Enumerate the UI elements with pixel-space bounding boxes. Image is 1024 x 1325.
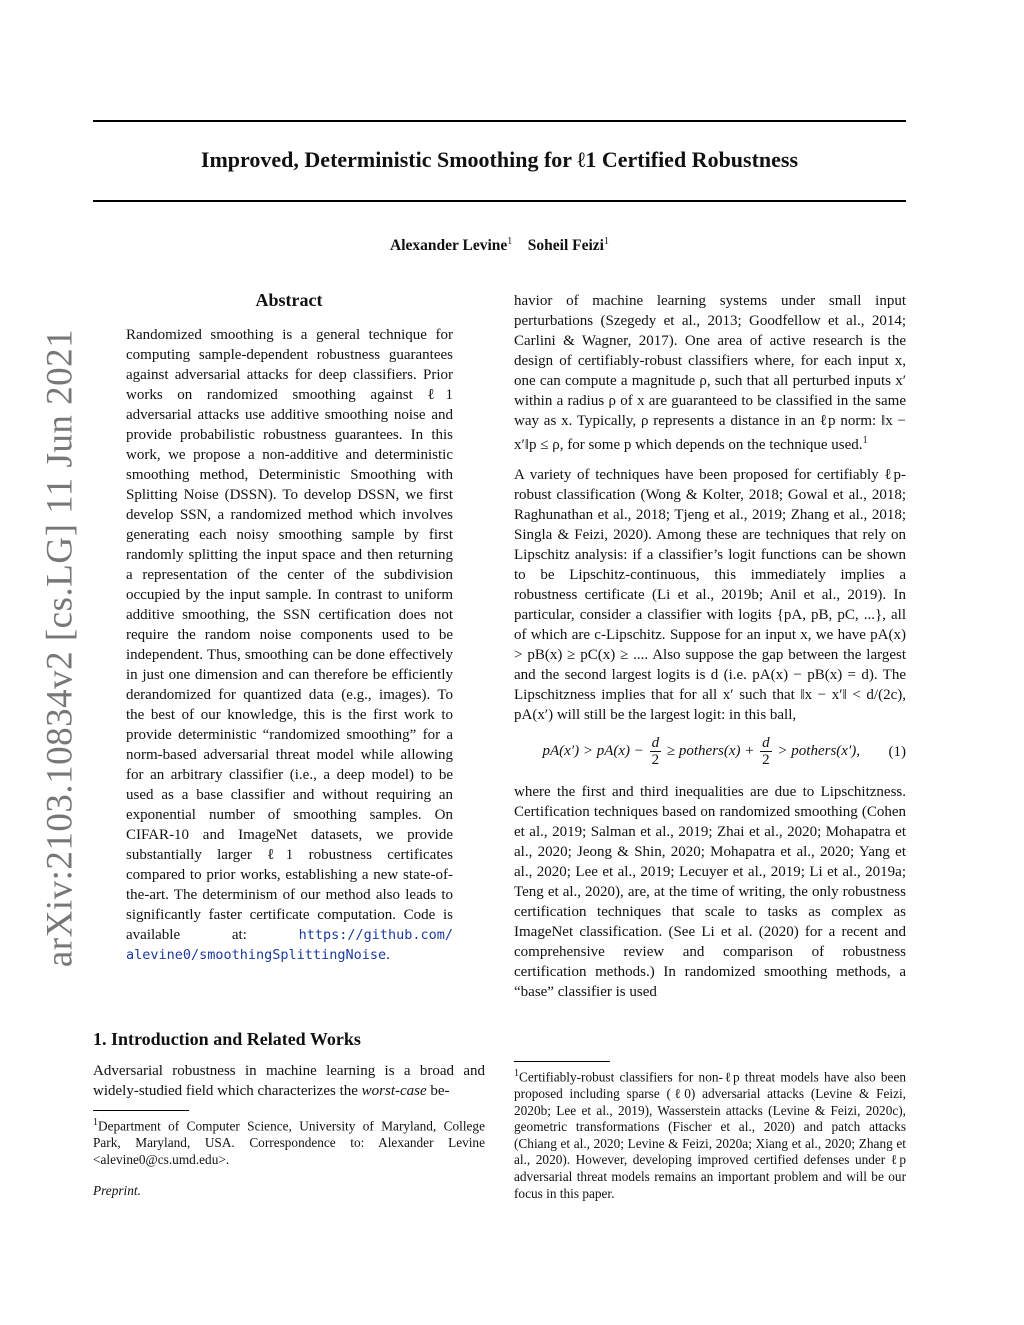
paragraph-text: havior of machine learning systems under small input perturbations (Szegedy et al., 2013; Goodfellow et al., 2014; Carlini & Wagner, 2017). One area of active research is the design of certifiably-robust classifiers where, for each input x, one can compute a magnitude ρ, such that all perturbed inputs x′ within a radius ρ of x are guaranteed to be classified in the same way as x. Typically, ρ represents a distance in an ℓp norm: ‖x − x′‖p ≤ ρ, for some p which depends on the technique used. <box>514 293 906 453</box>
fraction-denominator: 2 <box>651 752 660 768</box>
footnote-ref[interactable]: 1 <box>862 435 868 446</box>
equation-part: > pothers(x′), <box>777 742 860 759</box>
title-rule-top <box>93 120 906 122</box>
affiliation-mark: 1 <box>507 236 513 247</box>
footnote-mark: 1 <box>514 1068 519 1079</box>
intro-text-end: be- <box>430 1083 450 1099</box>
author-name: Soheil Feizi <box>527 237 604 255</box>
preprint-label: Preprint. <box>93 1183 141 1198</box>
intro-emphasis: worst-case <box>361 1083 427 1099</box>
fraction <box>650 735 662 768</box>
footnote <box>514 1066 906 1202</box>
equation-body <box>514 735 889 768</box>
footnote-text: Department of Computer Science, University of Maryland, College Park, Maryland, USA. Correspondence to: Alexander Levine <alevine0@cs.umd.edu>. <box>93 1118 485 1168</box>
paragraph <box>514 465 906 725</box>
equation-part: pA(x′) > pA(x) − <box>542 742 644 759</box>
paragraph <box>514 291 906 455</box>
intro-paragraph-left <box>93 1061 485 1101</box>
paragraph-text: where the first and third inequalities are due to Lipschitzness. Certification techniques based on randomized smoothing (Cohen et al., 2019; Salman et al., 2019; Zhai et al., 2020; Mohapatra et al., 2020; Jeong & Shin, 2020; Mohapatra et al., 2020; Yang et al., 2020; Lee et al., 2019; Lecuyer et al., 2019; Li et al., 2019a; Teng et al., 2020), are, at the time of writing, the only robustness certification techniques that scale to tasks as complex as ImageNet classification. (See Li et al. (2020) for a recent and comprehensive review and comparison of robustness certification methods.) In randomized smoothing methods, a “base” classifier is used <box>514 784 906 1000</box>
equation-1 <box>514 735 906 768</box>
abstract-end: . <box>386 947 390 963</box>
title-rule-bottom <box>93 200 906 202</box>
paragraph-text: A variety of techniques have been proposed for certifiably ℓp-robust classification (Wong & Kolter, 2018; Gowal et al., 2018; Raghunathan et al., 2018; Tjeng et al., 2019; Zhang et al., 2018; Singla & Feizi, 2020). Among these are techniques that rely on Lipschitz analysis: if a classifier’s logit functions can be shown to be Lipschitz-continuous, this immediately implies a robustness certificate (Li et al., 2019b; Anil et al., 2019). In particular, consider a classifier with logits {pA, pB, pC, ...}, all of which are c-Lipschitz. Suppose for an input x, we have pA(x) > pB(x) ≥ pC(x) ≥ .... Also suppose the gap between the largest and the second largest logits is d (i.e. pA(x) − pB(x) = d). The Lipschitzness implies that for all x′ such that ‖x − x′‖ < d/(2c), pA(x′) will still be the largest logit: in this ball, <box>514 467 906 723</box>
abstract-heading: Abstract <box>255 290 323 310</box>
fraction-denominator: 2 <box>762 752 770 768</box>
right-column <box>514 291 906 1002</box>
footnote-rule <box>93 1110 189 1111</box>
equation-number: (1) <box>888 743 906 760</box>
arxiv-stamp: arXiv:2103.10834v2 [cs.LG] 11 Jun 2021 <box>39 328 81 968</box>
footnote-mark: 1 <box>93 1117 98 1128</box>
abstract-body: Randomized smoothing is a general technique for computing sample-dependent robustness guarantees against adversarial attacks for deep classifiers. Prior works on randomized smoothing against ℓ1 adversarial attacks use additive smoothing noise and provide probabilistic robustness guarantees. In this work, we propose a non-additive and deterministic smoothing method, Deterministic Smoothing with Splitting Noise (DSSN). To develop DSSN, we first develop SSN, a randomized method which involves generating each noisy smoothing sample by first randomly splitting the input space and then returning a representation of the center of the subdivision occupied by the input sample. In contrast to uniform additive smoothing, the SSN certification does not require the random noise components used to be independent. Thus, smoothing can be done effectively in just one dimension and can therefore be efficiently derandomized for quantized data (e.g., images). To the best of our knowledge, this is the first work to provide deterministic “randomized smoothing” for a norm-based adversarial threat model while allowing for an arbitrary classifier (i.e., a deep model) to be used as a base classifier and without requiring an exponential number of smoothing samples. On CIFAR-10 and ImageNet datasets, we provide substantially larger ℓ1 robustness certificates compared to prior works, establishing a new state-of-the-art. The determinism of our method also leads to significantly faster certificate computation. Code is available at: <box>126 327 453 943</box>
intro-text: Adversarial robustness in machine learning is a broad and widely-studied field which characterizes the <box>93 1063 485 1099</box>
fraction-numerator: d <box>762 735 770 751</box>
paper-title: Improved, Deterministic Smoothing for ℓ1 Certified Robustness <box>200 147 799 172</box>
footnote-rule <box>514 1061 610 1062</box>
code-link[interactable]: https://github.com/ alevine0/smoothingSplittingNoise <box>126 927 453 963</box>
paragraph <box>514 782 906 1002</box>
affiliation-footnote <box>93 1114 485 1168</box>
fraction <box>760 735 772 768</box>
fraction-numerator: d <box>651 735 660 751</box>
footnote-text: Certifiably-robust classifiers for non-ℓp threat models have also been proposed including sparse (ℓ0) adversarial attacks (Levine & Feizi, 2020b; Lee et al., 2019), Wasserstein attacks (Levine & Feizi, 2020c), geometric transformations (Fischer et al., 2020) and patch attacks (Chiang et al., 2020; Levine & Feizi, 2020a; Xiang et al., 2020; Zhang et al., 2020). However, developing improved certified defenses under ℓp adversarial threat models remains an important problem and will be our focus in this paper. <box>514 1069 906 1201</box>
author-name: Alexander Levine <box>390 237 508 255</box>
equation-part: ≥ pothers(x) + <box>666 742 755 759</box>
section-heading: 1. Introduction and Related Works <box>93 1029 361 1049</box>
affiliation-mark: 1 <box>603 236 609 247</box>
author-list <box>93 236 906 255</box>
abstract-text <box>126 325 453 965</box>
